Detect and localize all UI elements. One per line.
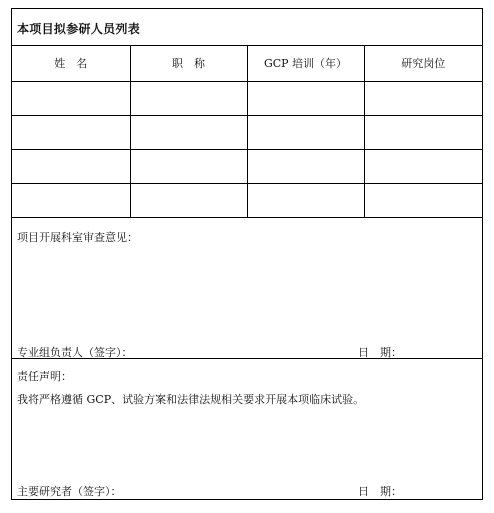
table-cell[interactable] bbox=[364, 183, 482, 217]
table-cell[interactable] bbox=[12, 149, 130, 183]
responsibility-label: 责任声明： bbox=[17, 370, 72, 383]
department-review-section bbox=[12, 217, 482, 359]
table-cell[interactable] bbox=[364, 115, 482, 149]
table-cell[interactable] bbox=[247, 81, 364, 115]
staff-list-form bbox=[11, 8, 483, 500]
table-cell[interactable] bbox=[364, 81, 482, 115]
table-cell[interactable] bbox=[12, 183, 130, 217]
table-cell[interactable] bbox=[247, 149, 364, 183]
table-cell[interactable] bbox=[12, 115, 130, 149]
staff-table bbox=[12, 46, 482, 218]
department-review-label: 项目开展科室审查意见： bbox=[17, 231, 138, 244]
principal-investigator-signature-label: 主要研究者（签字）： bbox=[17, 485, 122, 498]
column-header-name: 姓 名 bbox=[12, 46, 130, 81]
table-header-row bbox=[12, 46, 482, 81]
column-header-gcp-training: GCP 培训（年） bbox=[247, 46, 364, 81]
table-cell[interactable] bbox=[130, 149, 247, 183]
table-cell[interactable] bbox=[247, 115, 364, 149]
table-row bbox=[12, 149, 482, 183]
table-cell[interactable] bbox=[130, 81, 247, 115]
form-title: 本项目拟参研人员列表 bbox=[17, 22, 141, 36]
table-cell[interactable] bbox=[247, 183, 364, 217]
table-row bbox=[12, 81, 482, 115]
column-header-research-role: 研究岗位 bbox=[364, 46, 482, 81]
responsibility-date-label: 日 期： bbox=[358, 485, 402, 498]
review-date-label: 日 期： bbox=[358, 346, 402, 359]
table-cell[interactable] bbox=[12, 81, 130, 115]
title-row bbox=[12, 9, 482, 46]
table-cell[interactable] bbox=[130, 183, 247, 217]
column-header-title: 职 称 bbox=[130, 46, 247, 81]
table-cell[interactable] bbox=[364, 149, 482, 183]
table-row bbox=[12, 183, 482, 217]
table-cell[interactable] bbox=[130, 115, 247, 149]
responsibility-section bbox=[12, 359, 482, 499]
responsibility-statement: 我将严格遵循 GCP、试验方案和法律法规相关要求开展本项临床试验。 bbox=[17, 393, 365, 406]
group-leader-signature-label: 专业组负责人（签字）： bbox=[17, 346, 133, 359]
table-row bbox=[12, 115, 482, 149]
